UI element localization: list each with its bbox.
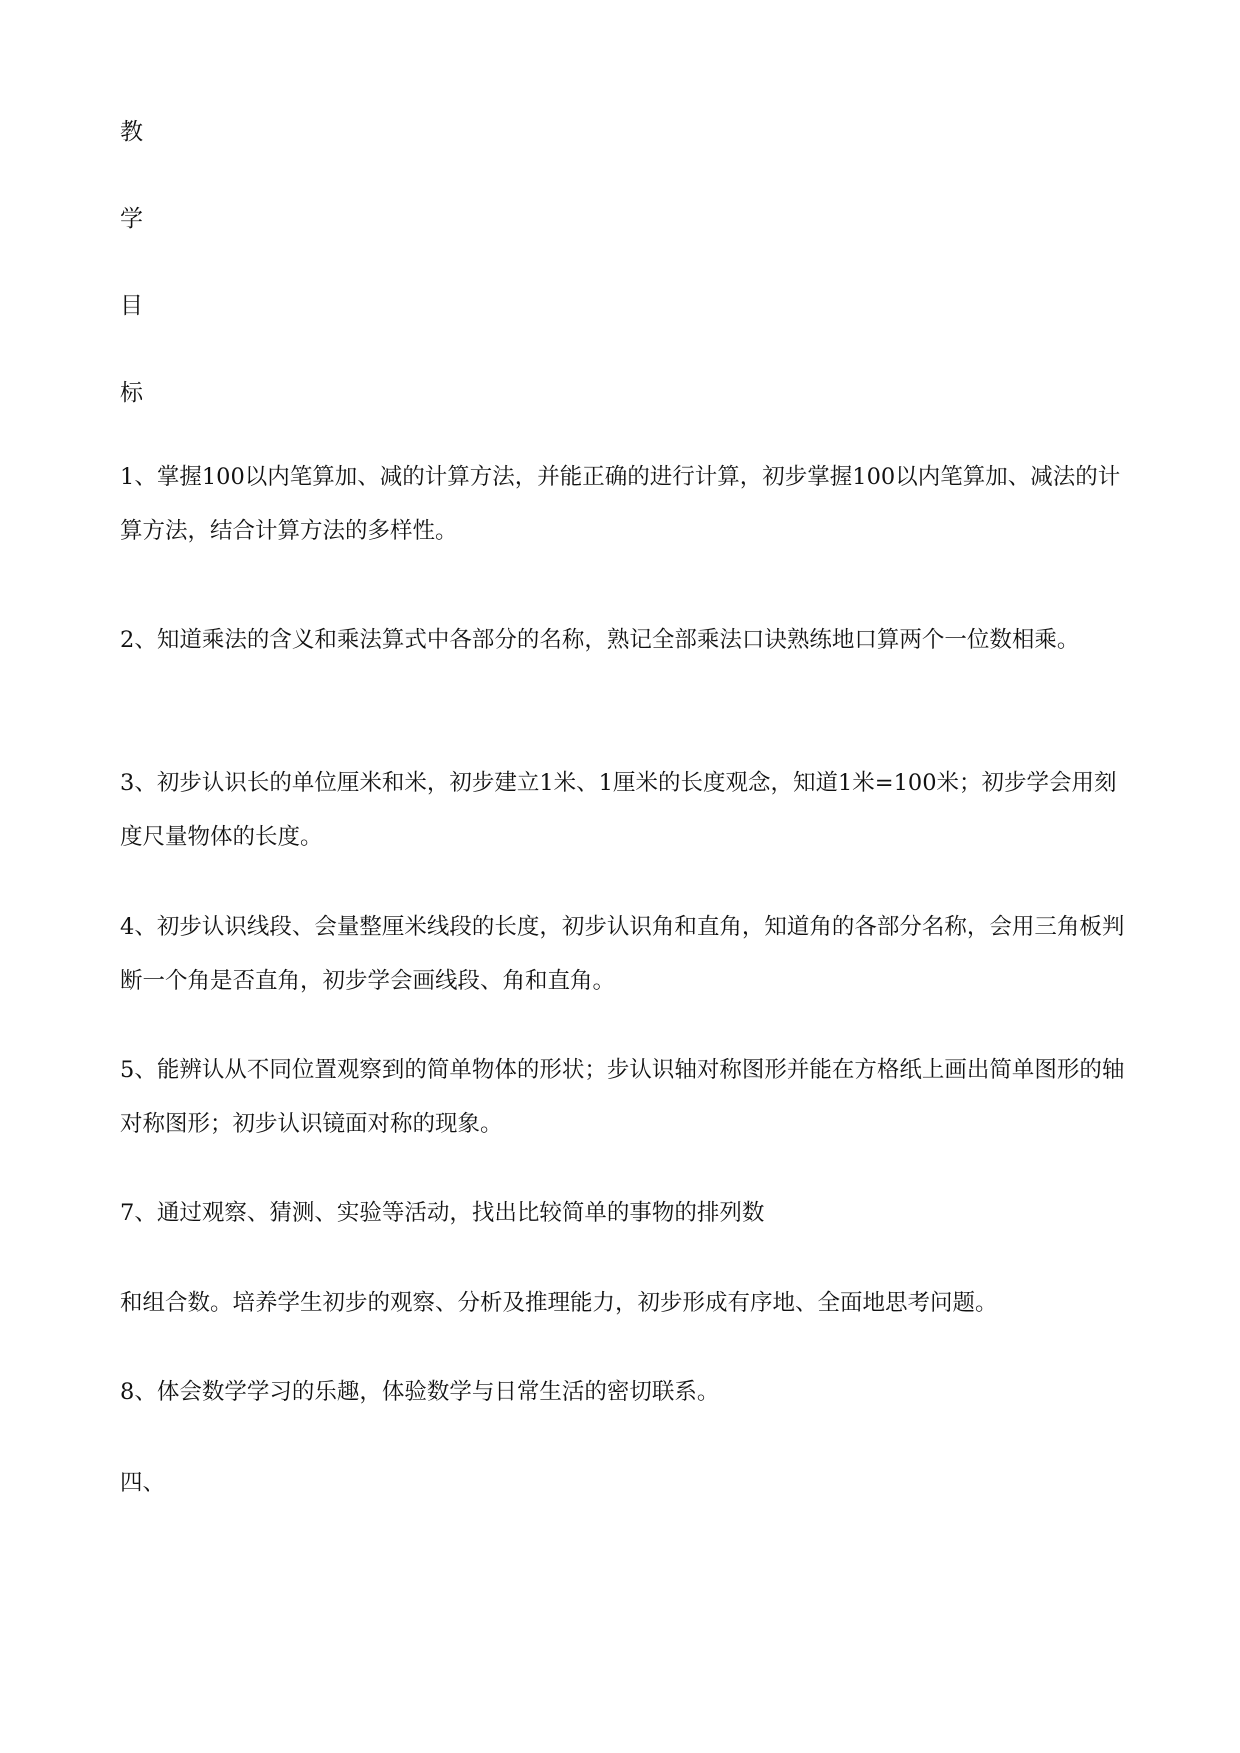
next-section-heading: 四、 (120, 1470, 166, 1496)
heading-char-4: 标 (120, 380, 143, 406)
objective-4: 4、初步认识线段、会量整厘米线段的长度，初步认识角和直角，知道角的各部分名称，会用三角板判断一个角是否直角，初步学会画线段、角和直角。 (120, 914, 1125, 994)
objective-7-continued: 和组合数。培养学生初步的观察、分析及推理能力，初步形成有序地、全面地思考问题。 (120, 1290, 998, 1316)
objective-3: 3、初步认识长的单位厘米和米，初步建立1米、1厘米的长度观念，知道1米=100米；初步学会用刻度尺量物体的长度。 (120, 770, 1117, 850)
objective-7: 7、通过观察、猜测、实验等活动，找出比较简单的事物的排列数 (120, 1200, 765, 1226)
heading-char-3: 目 (120, 293, 143, 319)
objective-1: 1、掌握100以内笔算加、减的计算方法，并能正确的进行计算，初步掌握100以内笔算加、减法的计算方法，结合计算方法的多样性。 (120, 464, 1121, 544)
objective-2: 2、知道乘法的含义和乘法算式中各部分的名称，熟记全部乘法口诀熟练地口算两个一位数相乘。 (120, 627, 1080, 653)
objective-8: 8、体会数学学习的乐趣，体验数学与日常生活的密切联系。 (120, 1379, 720, 1405)
heading-char-2: 学 (120, 206, 143, 232)
heading-char-1: 教 (120, 119, 143, 145)
objective-5: 5、能辨认从不同位置观察到的简单物体的形状；步认识轴对称图形并能在方格纸上画出简单图形的轴对称图形；初步认识镜面对称的现象。 (120, 1057, 1125, 1137)
